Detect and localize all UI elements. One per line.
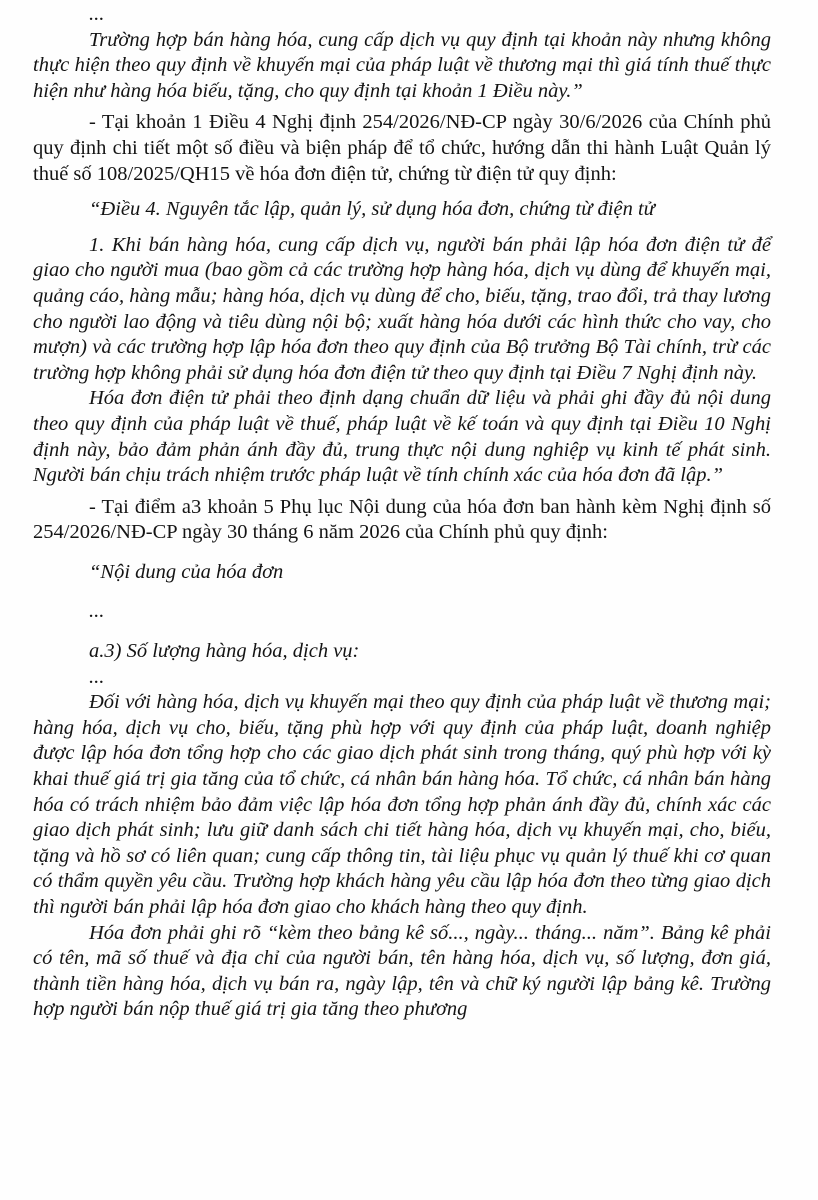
quoted-paragraph: Hóa đơn phải ghi rõ “kèm theo bảng kê số..., ngày... tháng... năm”. Bảng kê phải có tên, mã số thuế và địa chỉ của người bán, tên hàng hóa, dịch vụ, số lượng, đơn giá, thành tiền hàng hóa, dịch vụ bán ra, ngày lập, tên và chữ ký người lập bảng kê. Trường hợp người bán nộp thuế giá trị gia tăng theo phương <box>33 921 771 1021</box>
quoted-paragraph: Đối với hàng hóa, dịch vụ khuyến mại theo quy định của pháp luật về thương mại; hàng hóa, dịch vụ cho, biếu, tặng phù hợp với quy định của pháp luật, doanh nghiệp được lập hóa đơn tổng hợp cho các giao dịch phát sinh trong tháng, quý phù hợp với kỳ khai thuế giá trị gia tăng của tổ chức, cá nhân bán hàng hóa. Tổ chức, cá nhân bán hàng hóa có trách nhiệm bảo đảm việc lập hóa đơn tổng hợp phản ánh đầy đủ, chính xác các giao dịch phát sinh; lưu giữ danh sách chi tiết hàng hóa, dịch vụ khuyến mại, cho, biếu, tặng và hồ sơ có liên quan; cung cấp thông tin, tài liệu phục vụ quản lý thuế khi cơ quan có thẩm quyền yêu cầu. Trường hợp khách hàng yêu cầu lập hóa đơn theo từng giao dịch thì người bán phải lập hóa đơn giao cho khách hàng theo quy định. <box>33 691 771 918</box>
ellipsis-line: ... <box>89 600 105 623</box>
quoted-paragraph: Hóa đơn điện tử phải theo định dạng chuẩn dữ liệu và phải ghi đầy đủ nội dung theo quy định của pháp luật về thuế, pháp luật về kế toán và quy định tại Điều 10 Nghị định này, bảo đảm phản ánh đầy đủ, trung thực nội dung nghiệp vụ kinh tế phát sinh. Người bán chịu trách nhiệm trước pháp luật về tính chính xác của hóa đơn đã lập.” <box>33 387 771 487</box>
citation-paragraph: - Tại điểm a3 khoản 5 Phụ lục Nội dung của hóa đơn ban hành kèm Nghị định số 254/2026/NĐ-CP ngày 30 tháng 6 năm 2026 của Chính phủ quy định: <box>33 495 771 544</box>
article-heading: “Điều 4. Nguyên tắc lập, quản lý, sử dụng hóa đơn, chứng từ điện tử <box>89 198 655 221</box>
ellipsis-line: ... <box>89 3 105 25</box>
section-heading: “Nội dung của hóa đơn <box>89 560 284 583</box>
document-body <box>33 2 771 1023</box>
quoted-clause: 1. Khi bán hàng hóa, cung cấp dịch vụ, người bán phải lập hóa đơn điện tử để giao cho người mua (bao gồm cả các trường hợp hàng hóa, dịch vụ dùng để khuyến mại, quảng cáo, hàng mẫu; hàng hóa, dịch vụ dùng để cho, biếu, tặng, trao đổi, trả thay lương cho người lao động và tiêu dùng nội bộ; xuất hàng hóa dưới các hình thức cho vay, cho mượn) và các trường hợp lập hóa đơn theo quy định của Bộ trưởng Bộ Tài chính, trừ các trường hợp không phải sử dụng hóa đơn điện tử theo quy định tại Điều 7 Nghị định này. <box>33 233 771 384</box>
ellipsis-line: ... <box>89 665 105 688</box>
subsection-heading: a.3) Số lượng hàng hóa, dịch vụ: <box>89 640 360 663</box>
citation-paragraph: - Tại khoản 1 Điều 4 Nghị định 254/2026/NĐ-CP ngày 30/6/2026 của Chính phủ quy định chi tiết một số điều và biện pháp để tổ chức, hướng dẫn thi hành Luật Quản lý thuế số 108/2025/QH15 về hóa đơn điện tử, chứng từ điện tử quy định: <box>33 111 771 185</box>
quoted-paragraph: Trường hợp bán hàng hóa, cung cấp dịch vụ quy định tại khoản này nhưng không thực hiện theo quy định về khuyến mại của pháp luật về thương mại thì giá tính thuế thực hiện như hàng hóa biếu, tặng, cho quy định tại khoản 1 Điều này.” <box>33 28 771 102</box>
